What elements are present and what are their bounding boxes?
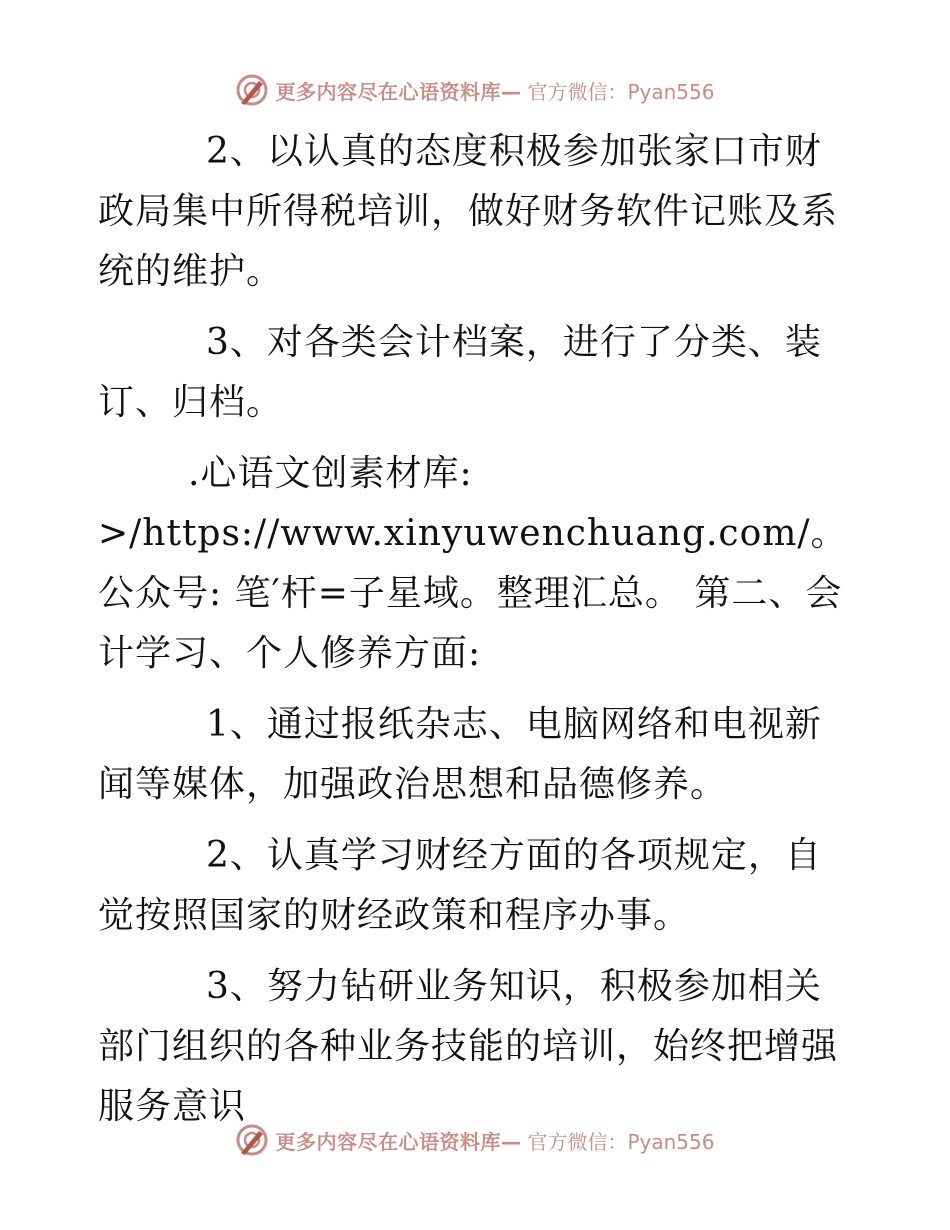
header-wechat-text: 官方微信：Pyan556	[527, 79, 715, 104]
document-body	[98, 122, 853, 1148]
pen-logo-icon	[235, 73, 269, 107]
footer-wechat-text: 官方微信：Pyan556	[527, 1129, 715, 1154]
paragraph-source-notice: .心语文创素材库: >/https://www.xinyuwenchuang.com/。公众号: 笔′杆=子星域。整理汇总。 第二、会计学习、个人修养方面:	[98, 453, 848, 674]
paragraph-media-study: 1、通过报纸杂志、电脑网络和电视新闻等媒体，加强政治思想和品德修养。	[98, 704, 822, 805]
footer-banner	[0, 1120, 950, 1160]
pen-logo-icon	[235, 1123, 269, 1157]
header-banner	[0, 70, 950, 110]
footer-banner-text: 更多内容尽在心语资料库—	[275, 1129, 522, 1154]
paragraph-training: 2、以认真的态度积极参加张家口市财政局集中所得税培训，做好财务软件记账及系统的维护。	[98, 131, 839, 292]
paragraph-skills-training: 3、努力钻研业务知识，积极参加相关部门组织的各种业务技能的培训，始终把增强服务意识	[98, 966, 839, 1127]
paragraph-finance-rules: 2、认真学习财经方面的各项规定，自觉按照国家的财经政策和程序办事。	[98, 835, 822, 936]
header-banner-text: 更多内容尽在心语资料库—	[275, 79, 522, 104]
paragraph-archives: 3、对各类会计档案，进行了分类、装订、归档。	[98, 322, 822, 423]
